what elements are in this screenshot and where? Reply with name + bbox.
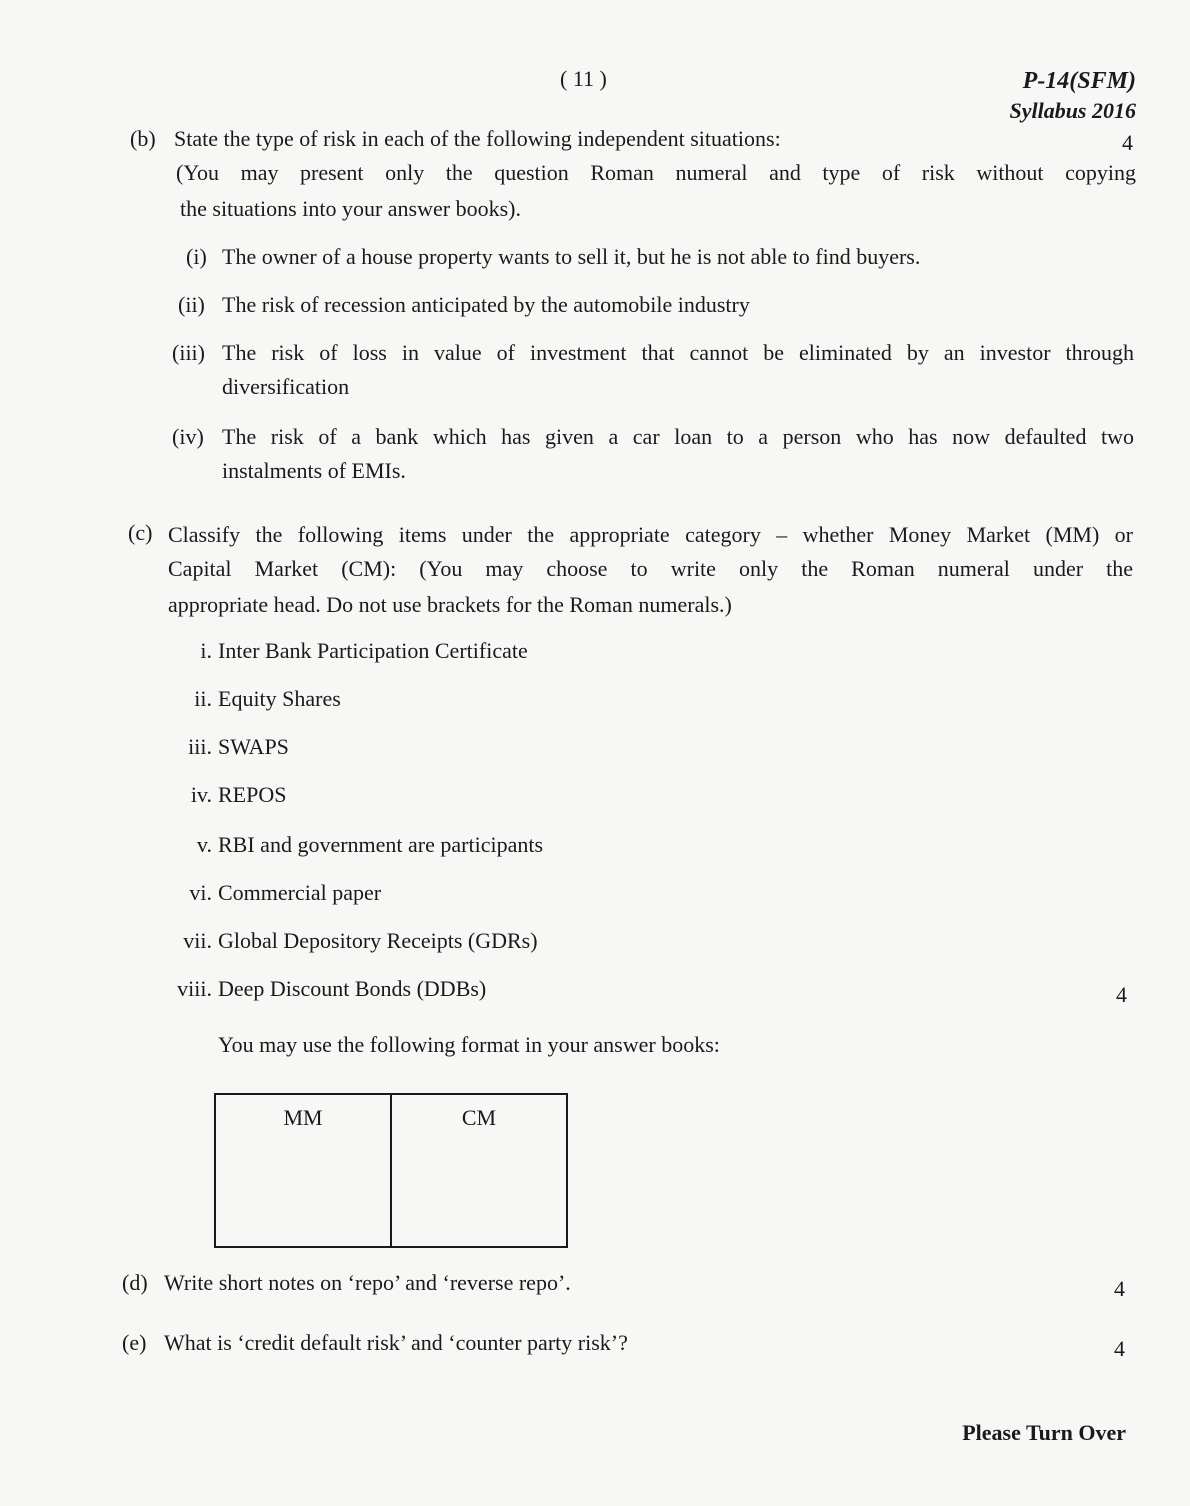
- question-e-text: What is ‘credit default risk’ and ‘counter party risk’?: [164, 1330, 628, 1355]
- c-item-num: vi.: [189, 880, 212, 905]
- paper-code: P-14(SFM): [1022, 68, 1136, 94]
- c-item-text: RBI and government are participants: [218, 832, 544, 857]
- question-c-line3: appropriate head. Do not use brackets for the Roman numerals.): [168, 592, 732, 617]
- b-item-num: (i): [186, 244, 207, 269]
- c-item-text: Global Depository Receipts (GDRs): [218, 928, 538, 953]
- format-note: You may use the following format in your answer books:: [218, 1032, 720, 1057]
- question-c-line1: Classify the following items under the appropriate category – whether Money Market (MM) or: [168, 522, 1133, 547]
- c-item-num: ii.: [194, 686, 212, 711]
- answer-format-table: [214, 1093, 568, 1248]
- table-header-cm: CM: [391, 1094, 567, 1247]
- question-b-note-line1: (You may present only the question Roman numeral and type of risk without copying: [176, 160, 1136, 185]
- question-b-text: State the type of risk in each of the following independent situations:: [174, 126, 781, 151]
- b-item-num: (ii): [178, 292, 205, 317]
- b-item-text-cont: instalments of EMIs.: [222, 458, 406, 483]
- b-item-text: The owner of a house property wants to sell it, but he is not able to find buyers.: [222, 244, 921, 269]
- question-c-marks: 4: [1116, 982, 1127, 1007]
- syllabus-label: Syllabus 2016: [1009, 98, 1136, 123]
- c-item-num: iv.: [190, 782, 212, 807]
- c-item-num: iii.: [188, 734, 212, 759]
- question-d-marks: 4: [1114, 1276, 1125, 1301]
- b-item-text: The risk of recession anticipated by the automobile industry: [222, 292, 750, 317]
- question-c-line2: Capital Market (CM): (You may choose to write only the Roman numeral under the: [168, 556, 1133, 581]
- question-e-marks: 4: [1114, 1336, 1125, 1361]
- b-item-num: (iv): [172, 424, 204, 449]
- b-item-text-cont: diversification: [222, 374, 350, 399]
- b-item-text: The risk of a bank which has given a car loan to a person who has now defaulted two: [222, 424, 1134, 449]
- table-header-mm: MM: [215, 1094, 391, 1247]
- please-turn-over: Please Turn Over: [962, 1420, 1126, 1445]
- c-item-text: Deep Discount Bonds (DDBs): [218, 976, 487, 1001]
- b-item-num: (iii): [172, 340, 205, 365]
- question-c-label: (c): [128, 520, 153, 545]
- question-b-note-line2: the situations into your answer books).: [180, 196, 521, 221]
- question-e-label: (e): [122, 1330, 147, 1355]
- c-item-num: i.: [200, 638, 212, 663]
- page-number: ( 11 ): [560, 66, 607, 91]
- c-item-num: viii.: [177, 976, 212, 1001]
- c-item-text: Inter Bank Participation Certificate: [218, 638, 528, 663]
- c-item-text: REPOS: [218, 782, 287, 807]
- c-item-text: SWAPS: [218, 734, 289, 759]
- question-d-text: Write short notes on ‘repo’ and ‘reverse repo’.: [164, 1270, 571, 1295]
- question-b-marks: 4: [1122, 130, 1133, 155]
- question-b-label: (b): [130, 126, 156, 151]
- c-item-num: v.: [196, 832, 212, 857]
- c-item-text: Equity Shares: [218, 686, 341, 711]
- c-item-num: vii.: [183, 928, 212, 953]
- b-item-text: The risk of loss in value of investment that cannot be eliminated by an investor through: [222, 340, 1134, 365]
- question-d-label: (d): [122, 1270, 148, 1295]
- c-item-text: Commercial paper: [218, 880, 382, 905]
